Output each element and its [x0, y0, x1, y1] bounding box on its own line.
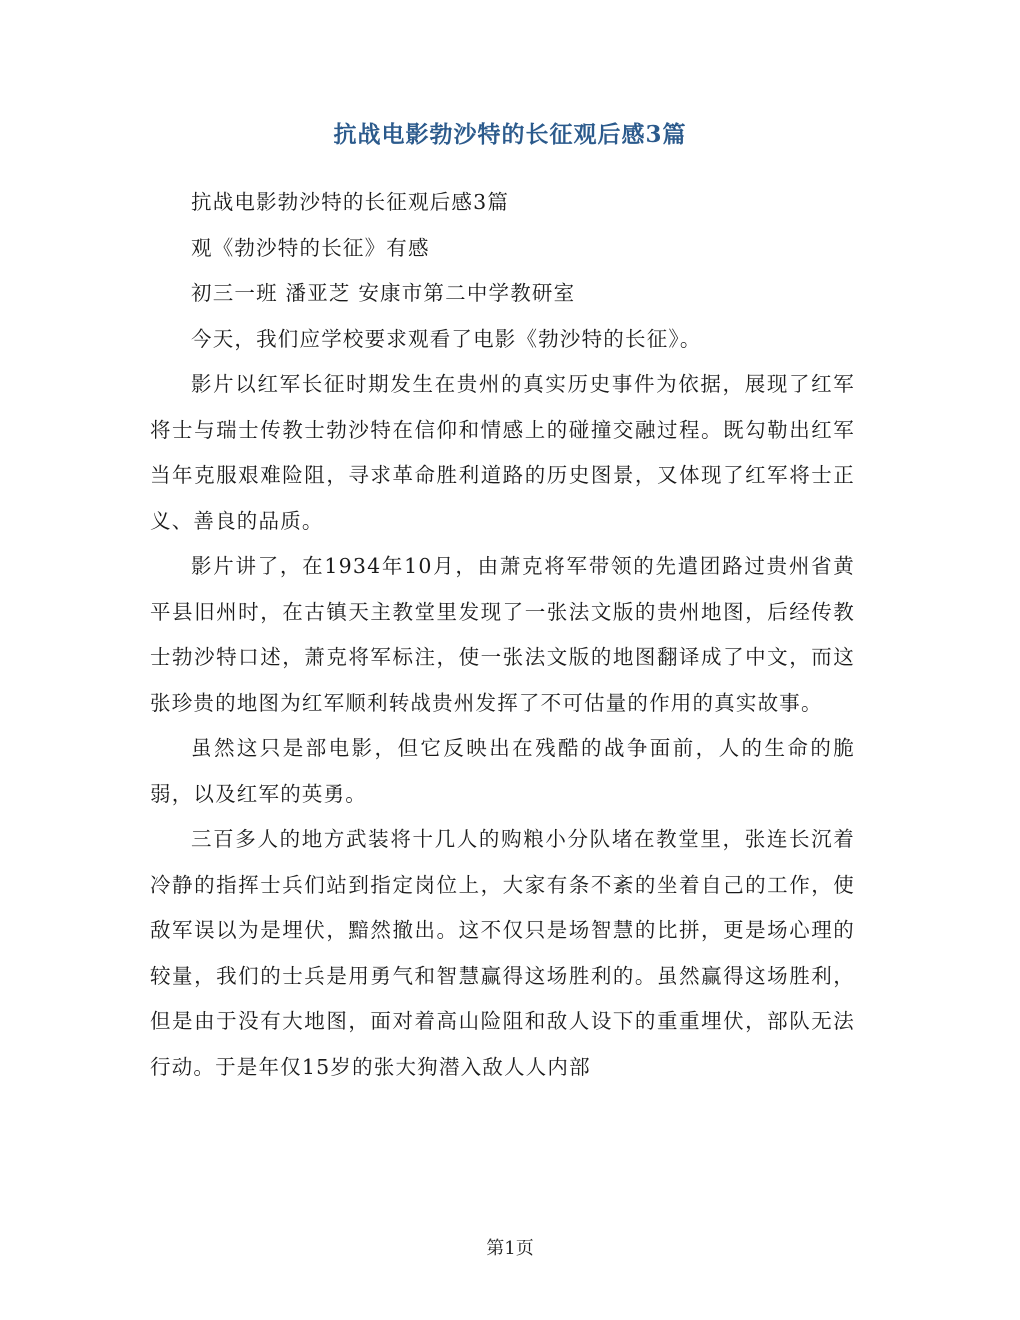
page-number: 第1页 — [486, 1238, 534, 1259]
paragraph: 三百多人的地方武装将十几人的购粮小分队堵在教堂里，张连长沉着冷静的指挥士兵们站到指定岗位上，大家有条不紊的坐着自己的工作，使敌军误以为是埋伏，黯然撤出。这不仅只是场智慧的比拼，更是场心理的较量，我们的士兵是用勇气和智慧赢得这场胜利的。虽然赢得这场胜利，但是由于没有大地图，面对着高山险阻和敌人设下的重重埋伏，部队无法行动。于是年仅15岁的张大狗潜入敌人人内部 — [150, 827, 855, 1079]
paragraph-author: 初三一班 潘亚芝 安康市第二中学教研室 — [191, 281, 576, 305]
paragraph: 虽然这只是部电影，但它反映出在残酷的战争面前，人的生命的脆弱，以及红军的英勇。 — [150, 736, 855, 806]
document-body — [150, 180, 855, 1090]
paragraph: 影片讲了，在1934年10月，由萧克将军带领的先遣团路过贵州省黄平县旧州时，在古镇天主教堂里发现了一张法文版的贵州地图，后经传教士勃沙特口述，萧克将军标注，使一张法文版的地图翻译成了中文，而这张珍贵的地图为红军顺利转战贵州发挥了不可估量的作用的真实故事。 — [150, 554, 855, 715]
paragraph: 今天，我们应学校要求观看了电影《勃沙特的长征》。 — [191, 326, 702, 351]
page-title: 抗战电影勃沙特的长征观后感3篇 — [333, 121, 687, 148]
paragraph-subtitle: 抗战电影勃沙特的长征观后感3篇 — [191, 190, 510, 214]
paragraph-heading: 观《勃沙特的长征》有感 — [191, 235, 430, 260]
paragraph: 影片以红军长征时期发生在贵州的真实历史事件为依据，展现了红军将士与瑞士传教士勃沙特在信仰和情感上的碰撞交融过程。既勾勒出红军当年克服艰难险阻，寻求革命胜利道路的历史图景，又体现了红军将士正义、善良的品质。 — [150, 372, 855, 533]
